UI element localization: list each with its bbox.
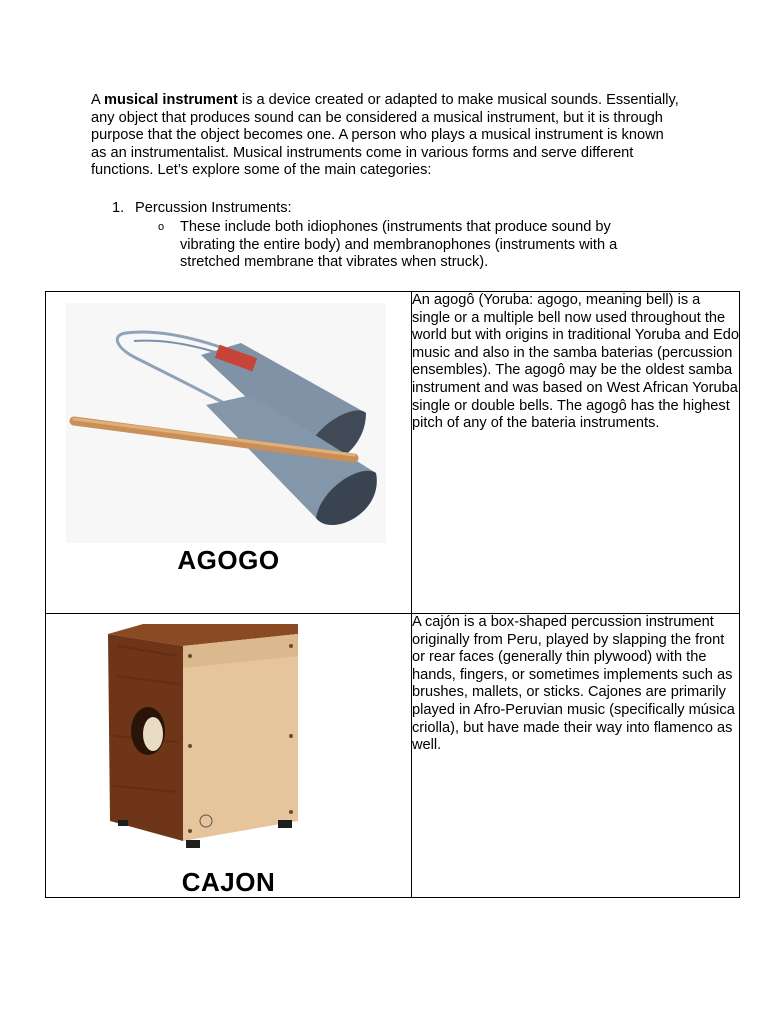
list-number: 1. [112,200,125,216]
instrument-description: An agogô (Yoruba: agogo, meaning bell) is a single or a multiple bell now used throughout the world but with origins in traditional Yoruba and Edo music and also in the samba baterias (percussion ensembles). The agogô may be the oldest samba instrument and was based on West African Yoruba single or double bells. The agogô has the highest pitch of any of the bateria instruments. [412,292,740,614]
intro-paragraph [91,92,681,180]
instrument-name: AGOGO [177,545,280,575]
intro-lead: A [91,92,104,108]
intro-bold-term: musical instrument [103,92,238,108]
agogo-image [66,303,386,543]
list-title: Percussion Instruments: [135,200,292,216]
table-row [46,292,740,614]
list-item-percussion [112,200,292,218]
cajon-image-cell [46,614,412,898]
instrument-name: CAJON [181,867,276,897]
instrument-table [45,291,740,898]
intro-rest: is a device created or adapted to make musical sounds. Essentially, any object that produces sound can be considered a musical instrument, but it is through purpose that the object becomes one. A person who plays a musical instrument is known as an instrumentalist. Musical instruments come in various forms and serve different functions. Let’s explore some of the main categories: [91,92,679,179]
instrument-description: A cajón is a box-shaped percussion instrument originally from Peru, played by slapping the front or rear faces (generally thin plywood) with the hands, fingers, or sometimes implements such as brushes, mallets, or sticks. Cajones are primarily played in Afro-Peruvian music (specifically música criolla), but have made their way into flamenco as well. [412,614,740,898]
table-row [46,614,740,898]
cajon-image [98,616,308,861]
sub-bullet-text: These include both idiophones (instruments that produce sound by vibrating the entire body) and membranophones (instruments with a stretched membrane that vibrates when struck). [180,219,618,271]
agogo-image-cell [46,292,412,614]
bullet-icon: o [158,221,165,233]
